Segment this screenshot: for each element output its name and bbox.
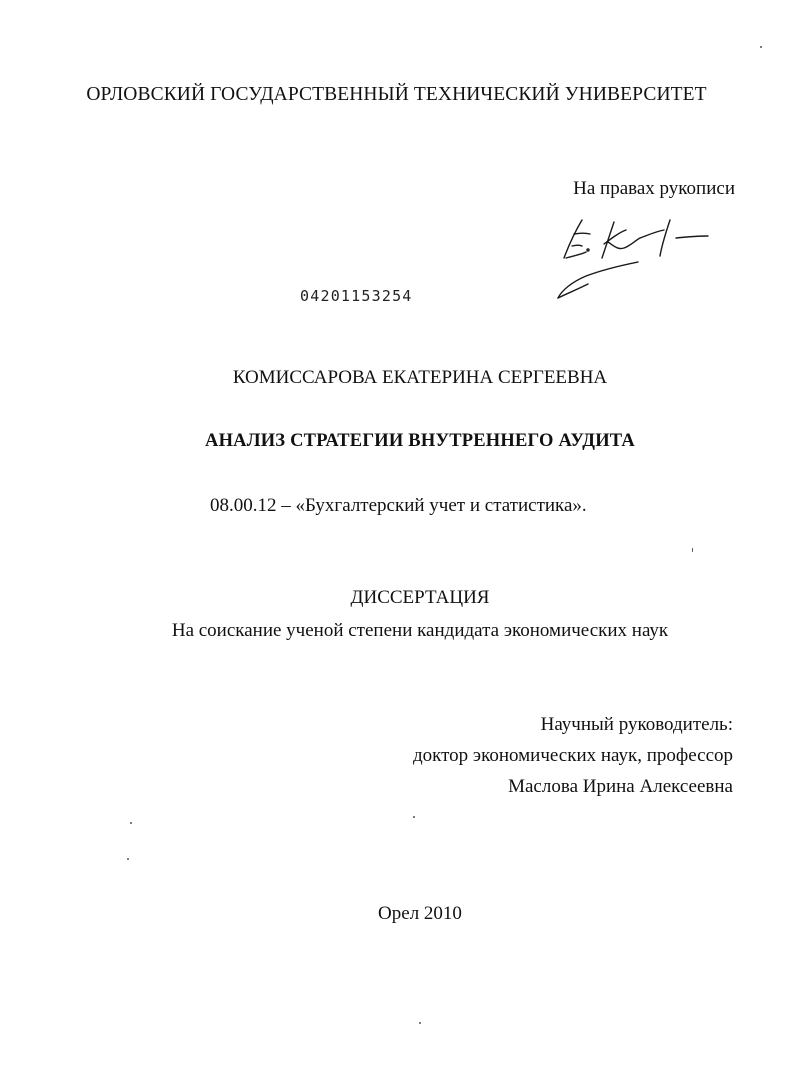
scan-speck: [692, 548, 693, 552]
city-and-year: Орел 2010: [378, 903, 462, 924]
university-name: ОРЛОВСКИЙ ГОСУДАРСТВЕННЫЙ ТЕХНИЧЕСКИЙ УНИВЕРСИТЕТ: [86, 84, 707, 105]
scan-speck: [130, 822, 132, 824]
thesis-title: АНАЛИЗ СТРАТЕГИИ ВНУТРЕННЕГО АУДИТА: [205, 431, 635, 451]
document-type: ДИССЕРТАЦИЯ: [350, 587, 490, 608]
manuscript-rights-note: На правах рукописи: [573, 178, 735, 199]
advisor-label: Научный руководитель:: [540, 714, 733, 735]
handwritten-signature: [552, 212, 732, 304]
scan-speck: [760, 46, 762, 48]
scan-speck: [419, 1022, 421, 1024]
degree-sought: На соискание ученой степени кандидата экономических наук: [171, 620, 669, 641]
scan-speck: [413, 816, 415, 818]
advisor-degree: доктор экономических наук, профессор: [412, 745, 733, 766]
advisor-name: Маслова Ирина Алексеевна: [508, 776, 733, 797]
author-name: КОМИССАРОВА ЕКАТЕРИНА СЕРГЕЕВНА: [232, 367, 608, 388]
scan-speck: [127, 858, 129, 860]
specialty-code: 08.00.12 – «Бухгалтерский учет и статистика».: [210, 495, 587, 516]
registry-number: 04201153254: [300, 287, 413, 305]
